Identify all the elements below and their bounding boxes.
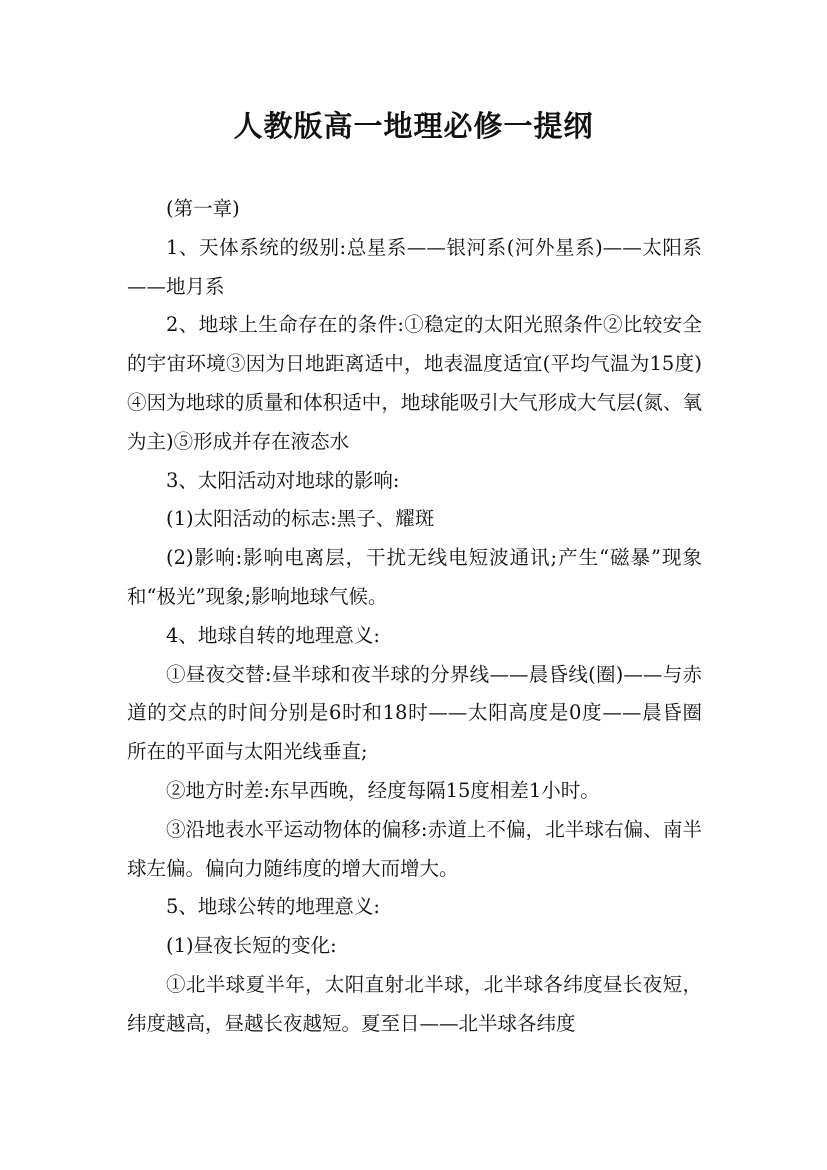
paragraph-3-2-effects: (2)影响:影响电离层，干扰无线电短波通讯;产生“磁暴”现象和“极光”现象;影响地球气候。 xyxy=(127,546,702,608)
paragraph-4-2-local-time: ②地方时差:东早西晚，经度每隔15度相差1小时。 xyxy=(166,778,600,802)
paragraph-5-revolution: 5、地球公转的地理意义: xyxy=(166,895,380,919)
paragraph-1-celestial-systems: 1、天体系统的级别:总星系——银河系(河外星系)——太阳系——地月系 xyxy=(127,235,702,298)
document-title: 人教版高一地理必修一提纲 xyxy=(233,109,594,143)
paragraph-3-solar-activity: 3、太阳活动对地球的影响: xyxy=(166,468,400,492)
paragraph-chapter-heading: (第一章) xyxy=(166,197,240,220)
paragraph-5-1-day-length: (1)昼夜长短的变化: xyxy=(166,934,337,958)
paragraph-4-1-day-night: ①昼夜交替:昼半球和夜半球的分界线——晨昏线(圈)——与赤道的交点的时间分别是6时和18时——太阳高度是0度——晨昏圈所在的平面与太阳光线垂直; xyxy=(127,662,702,764)
paragraph-5-1-1-northern-summer: ①北半球夏半年，太阳直射北半球，北半球各纬度昼长夜短，纬度越高，昼越长夜越短。夏至日——北半球各纬度 xyxy=(127,972,702,1035)
document-body xyxy=(127,190,702,1044)
paragraph-2-life-conditions: 2、地球上生命存在的条件:①稳定的太阳光照条件②比较安全的宇宙环境③因为日地距离适中，地表温度适宜(平均气温为15度)④因为地球的质量和体积适中，地球能吸引大气形成大气层(氮、氧为主)⑤形成并存在液态水 xyxy=(127,313,702,453)
paragraph-4-rotation: 4、地球自转的地理意义: xyxy=(166,623,380,647)
paragraph-3-1-markers: (1)太阳活动的标志:黑子、耀斑 xyxy=(166,507,435,531)
paragraph-4-3-deflection: ③沿地表水平运动物体的偏移:赤道上不偏，北半球右偏、南半球左偏。偏向力随纬度的增大而增大。 xyxy=(127,817,702,880)
